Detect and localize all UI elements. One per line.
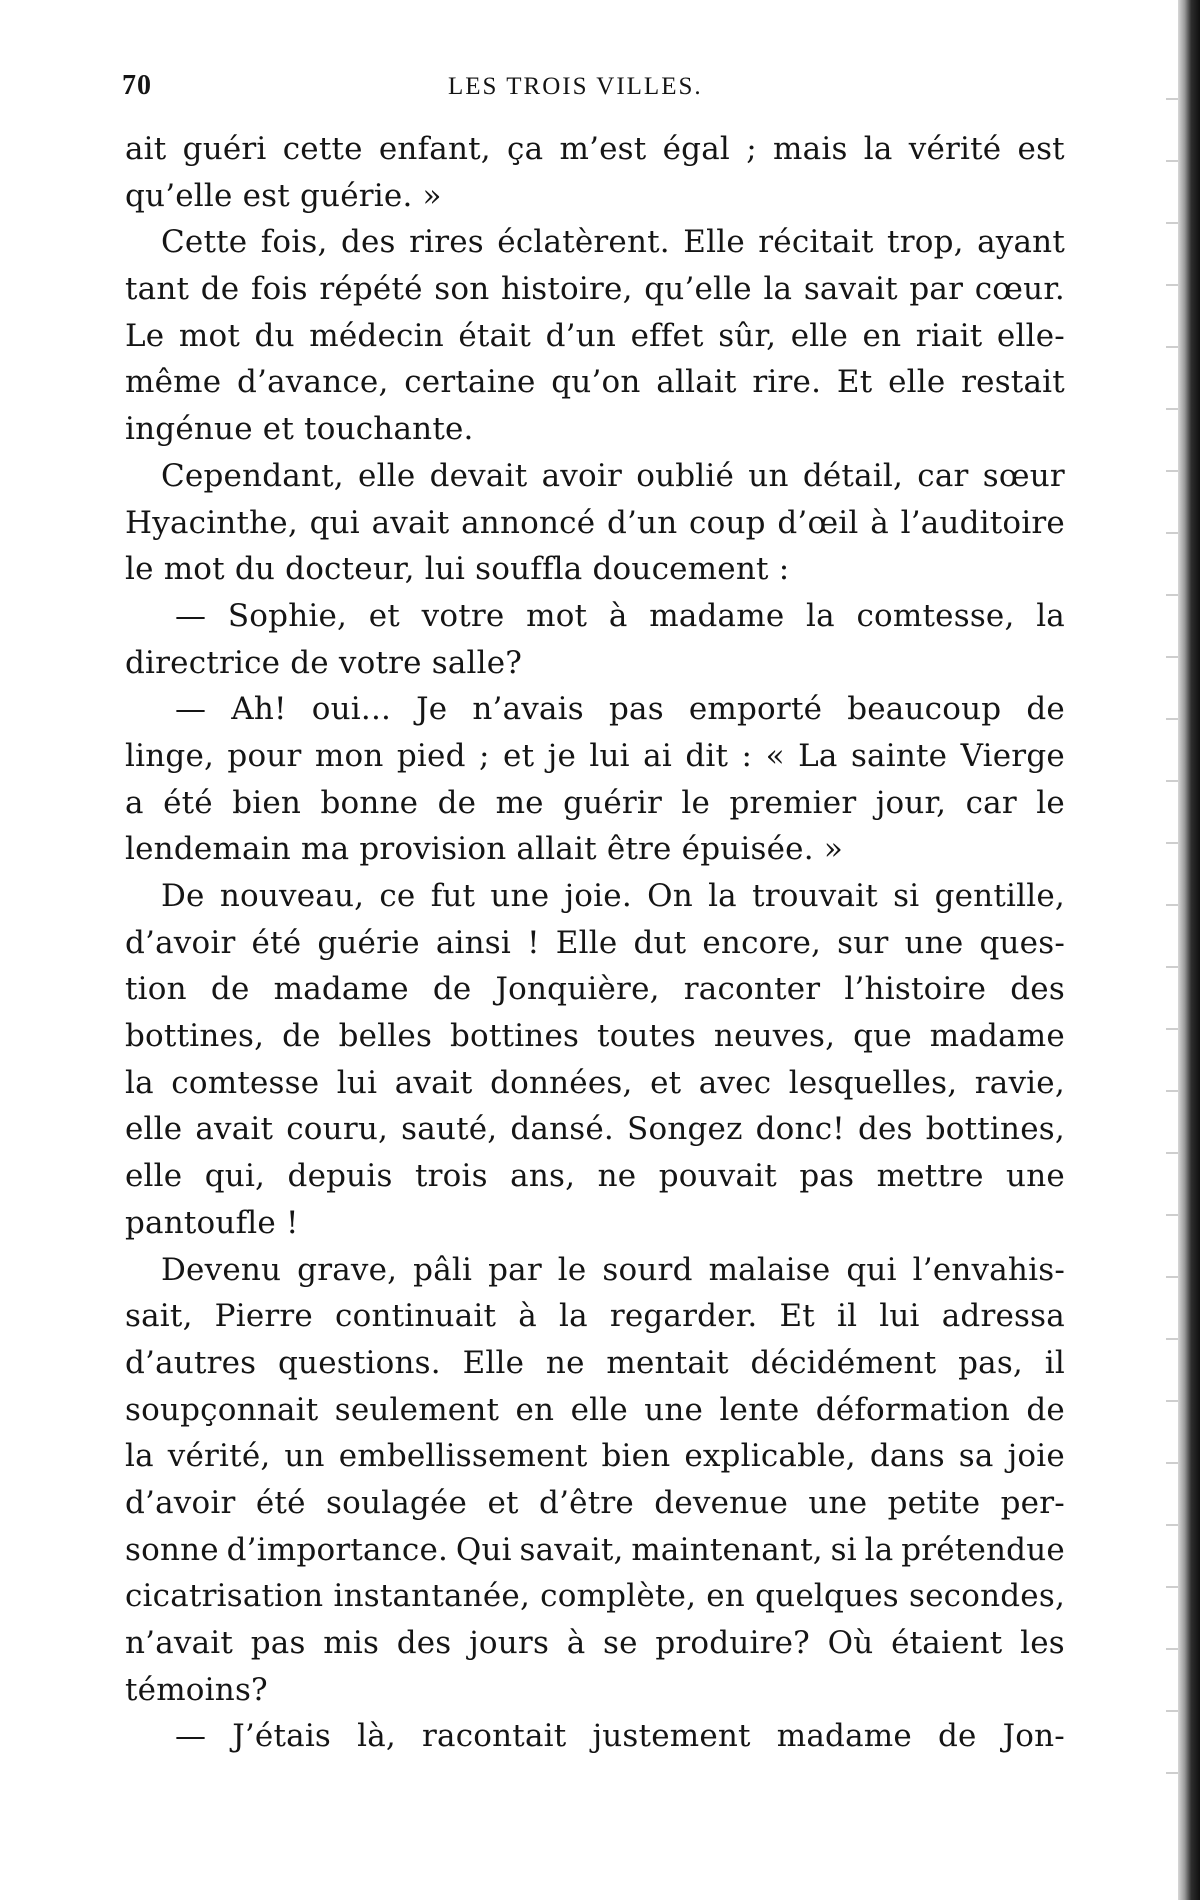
text-line: — Ah! oui... Je n’avais pas emporté beaucoup de [175,691,1065,728]
text-line: le mot du docteur, lui souffla doucement : [125,551,790,588]
text-line: lendemain ma provision allait être épuisée. » [125,831,844,868]
scan-edge [1178,0,1200,1900]
text-line: a été bien bonne de me guérir le premier jour, car le [125,784,1065,821]
text-line: d’avoir été soulagée et d’être devenue une petite per- [125,1484,1065,1521]
text-line: ingénue et touchante. [125,411,474,448]
running-title: LES TROIS VILLES. [448,73,703,100]
text-line: Le mot du médecin était d’un effet sûr, elle en riait elle- [125,317,1065,354]
text-line: la vérité, un embellissement bien explicable, dans sa joie [125,1438,1065,1475]
text-line: — J’étais là, racontait justement madame de Jon- [175,1718,1065,1755]
page-number: 70 [122,70,152,101]
text-line: témoins? [125,1671,268,1708]
scan-edge-marks [1166,70,1178,1810]
text-line: n’avait pas mis des jours à se produire? Où étaient les [125,1625,1065,1661]
text-line: la comtesse lui avait données, et avec lesquelles, ravie, [125,1064,1065,1101]
text-line: Cependant, elle devait avoir oublié un détail, car sœur [161,457,1065,494]
text-line: bottines, de belles bottines toutes neuves, que madame [125,1018,1065,1055]
text-line: d’autres questions. Elle ne mentait décidément pas, il [125,1344,1065,1381]
text-line: Hyacinthe, qui avait annoncé d’un coup d’œil à l’auditoire [125,504,1065,541]
text-line: elle avait couru, sauté, dansé. Songez donc! des bottines, [125,1111,1065,1148]
text-line: sait, Pierre continuait à la regarder. Et il lui adressa [125,1298,1065,1335]
text-line: cicatrisation instantanée, complète, en quelques secondes, [125,1578,1065,1615]
text-line: Cette fois, des rires éclatèrent. Elle récitait trop, ayant [161,224,1065,261]
text-line: qu’elle est guérie. » [125,177,442,214]
text-line: tion de madame de Jonquière, raconter l’histoire des [125,971,1065,1008]
text-line: elle qui, depuis trois ans, ne pouvait pas mettre une [125,1158,1065,1195]
text-line: d’avoir été guérie ainsi ! Elle dut encore, sur une ques- [125,924,1065,961]
text-line: linge, pour mon pied ; et je lui ai dit : « La sainte Vierge [125,737,1065,774]
page-header [118,70,1078,110]
text-line: pantoufle ! [125,1204,299,1241]
text-line: Devenu grave, pâli par le sourd malaise qui l’envahis- [161,1251,1065,1288]
text-line: directrice de votre salle? [125,644,523,681]
body-text [125,126,1065,1760]
text-line: — Sophie, et votre mot à madame la comtesse, la [175,597,1065,634]
text-line: ait guéri cette enfant, ça m’est égal ; mais la vérité est [125,131,1065,167]
text-line: tant de fois répété son histoire, qu’elle la savait par cœur. [125,271,1065,308]
text-line: De nouveau, ce fut une joie. On la trouvait si gentille, [161,878,1065,914]
text-line: même d’avance, certaine qu’on allait rire. Et elle restait [125,364,1065,401]
text-line: sonne d’importance. Qui savait, maintenant, si la prétendue [125,1531,1065,1568]
text-line: soupçonnait seulement en elle une lente déformation de [125,1391,1065,1428]
